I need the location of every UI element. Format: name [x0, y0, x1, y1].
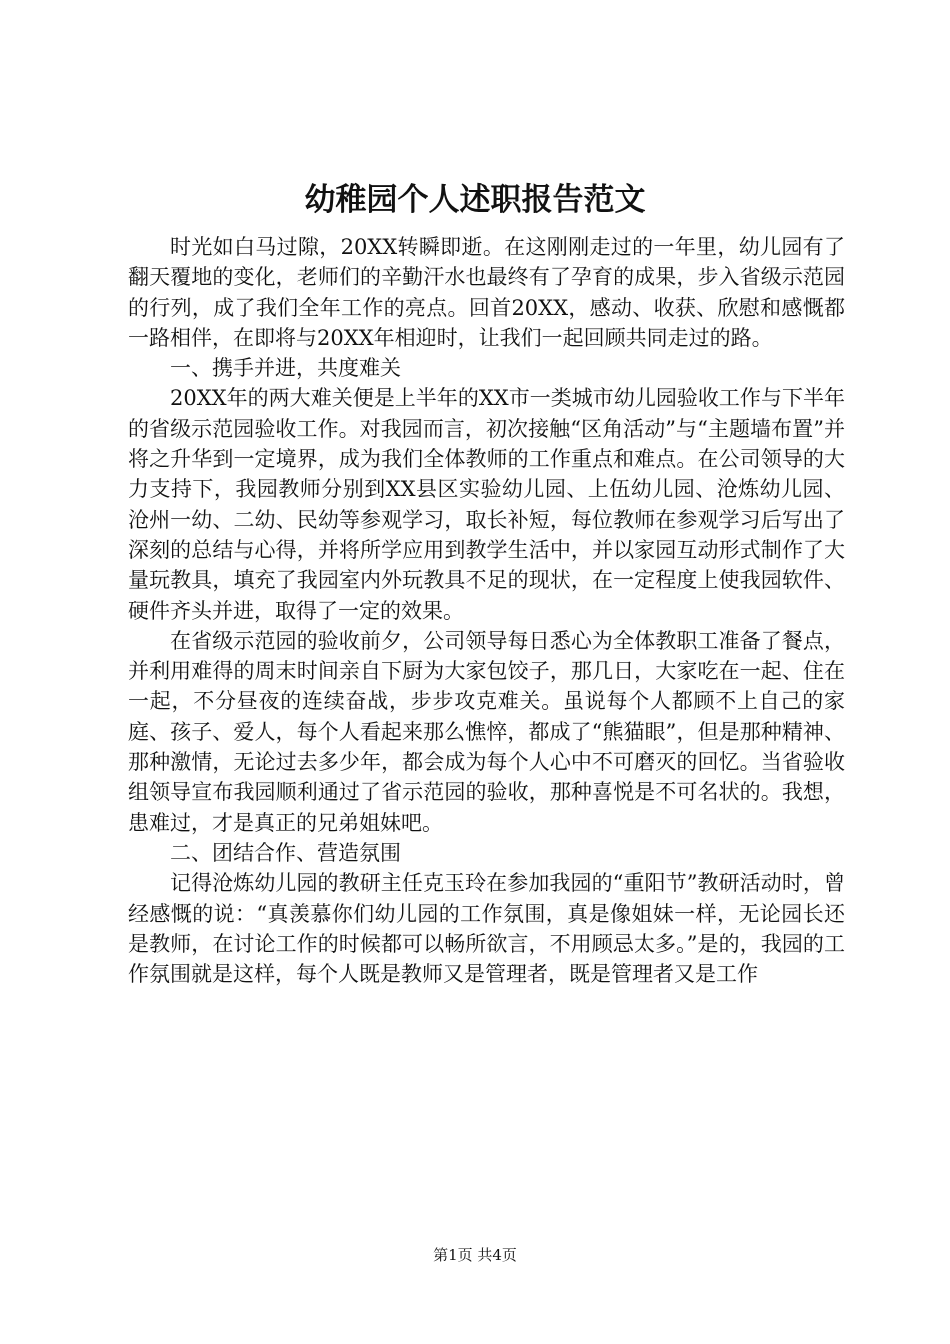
document-body — [128, 232, 845, 989]
paragraph-section-2a: 记得沧炼幼儿园的教研主任克玉玲在参加我园的“重阳节”教研活动时，曾经感慨的说：“真羡慕你们幼儿园的工作氛围，真是像姐妹一样，无论园长还是教师，在讨论工作的时候都可以畅所欲言，不用顾忌太多。”是的，我园的工作氛围就是这样，每个人既是教师又是管理者，既是管理者又是工作 — [128, 871, 845, 987]
page-number-footer: 第1页 共4页 — [433, 1246, 517, 1264]
document-title: 幼稚园个人述职报告范文 — [304, 182, 646, 218]
section-heading-1: 一、携手并进，共度难关 — [170, 356, 401, 381]
section-heading-2: 二、团结合作、营造氛围 — [170, 840, 401, 865]
paragraph-section-1a: 20XX年的两大难关便是上半年的XX市一类城市幼儿园验收工作与下半年的省级示范园验收工作。对我园而言，初次接触“区角活动”与“主题墙布置”并将之升华到一定境界，成为我们全体教师的工作重点和难点。在公司领导的大力支持下，我园教师分别到XX县区实验幼儿园、上伍幼儿园、沧炼幼儿园、沧州一幼、二幼、民幼等参观学习，取长补短，每位教师在参观学习后写出了深刻的总结与心得，并将所学应用到教学生活中，并以家园互动形式制作了大量玩教具，填充了我园室内外玩教具不足的现状，在一定程度上使我园软件、硬件齐头并进，取得了一定的效果。 — [128, 386, 845, 623]
paragraph-section-1b: 在省级示范园的验收前夕，公司领导每日悉心为全体教职工准备了餐点，并利用难得的周末时间亲自下厨为大家包饺子，那几日，大家吃在一起、住在一起，不分昼夜的连续奋战，步步攻克难关。虽说每个人都顾不上自己的家庭、孩子、爱人，每个人看起来那么憔悴，都成了“熊猫眼”，但是那种精神、那种激情，无论过去多少年，都会成为每个人心中不可磨灭的回忆。当省验收组领导宣布我园顺利通过了省示范园的验收，那种喜悦是不可名状的。我想，患难过，才是真正的兄弟姐妹吧。 — [128, 628, 845, 835]
paragraph-intro: 时光如白马过隙，20XX转瞬即逝。在这刚刚走过的一年里，幼儿园有了翻天覆地的变化，老师们的辛勤汗水也最终有了孕育的成果，步入省级示范园的行列，成了我们全年工作的亮点。回首20XX，感动、收获、欣慰和感慨都一路相伴，在即将与20XX年相迎时，让我们一起回顾共同走过的路。 — [128, 235, 845, 350]
